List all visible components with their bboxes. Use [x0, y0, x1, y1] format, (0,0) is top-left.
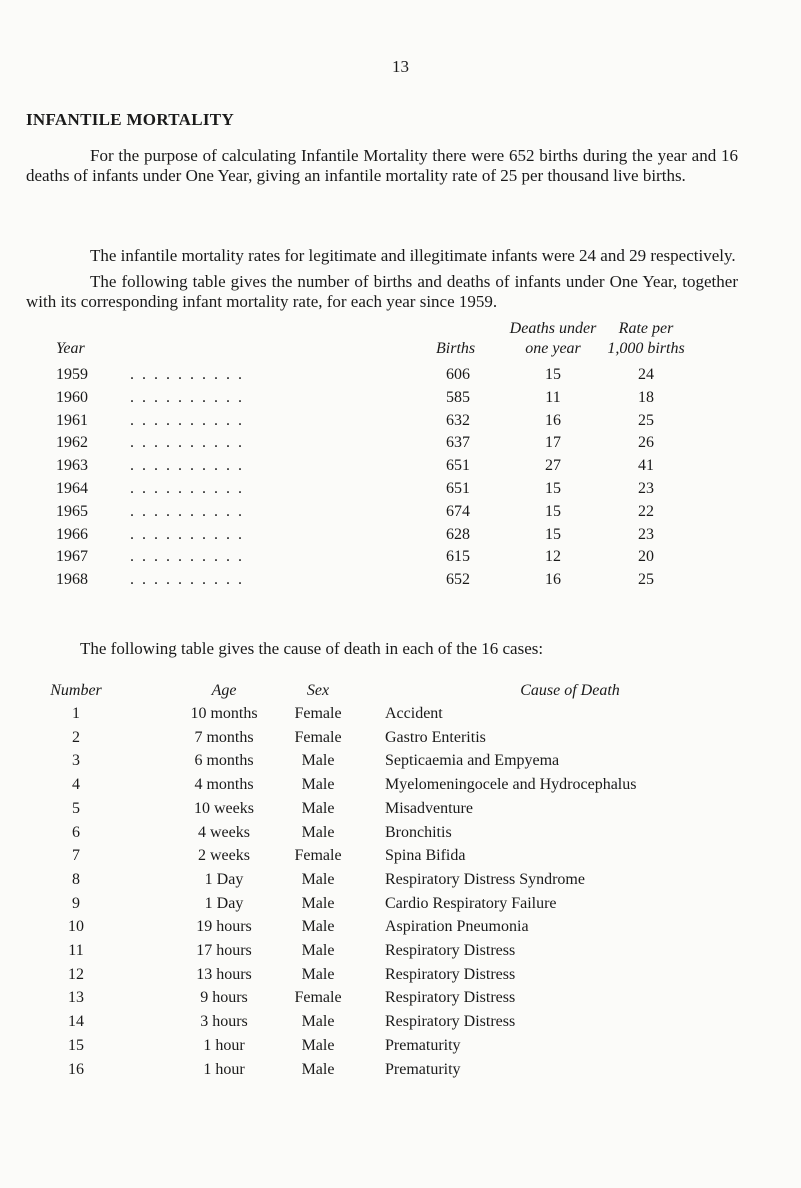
rate-cell: 23 — [638, 525, 654, 543]
paragraph-text: For the purpose of calculating Infantile Mortality there were 652 births during the year and 16 deaths of infants under One Year, giving an infantile mortality rate of 25 per thousand live births. — [26, 146, 738, 185]
deaths-cell: 27 — [545, 457, 561, 475]
rate-cell: 25 — [638, 571, 654, 589]
paragraph-legitimacy-rates — [26, 246, 738, 266]
sex-cell: Male — [301, 894, 335, 912]
table-row — [0, 503, 801, 525]
sex-cell: Female — [294, 847, 342, 865]
births-cell: 652 — [446, 571, 470, 589]
number-cell: 9 — [72, 894, 80, 912]
cause-cell: Accident — [385, 705, 443, 722]
table-row — [0, 824, 801, 848]
age-cell: 4 months — [194, 776, 254, 794]
leader-dots: . . . . . . . . . . — [130, 411, 244, 429]
sex-cell: Male — [301, 1036, 335, 1054]
age-cell: 1 hour — [203, 1060, 245, 1078]
table-row — [0, 729, 801, 753]
paragraph-mortality-summary — [26, 146, 738, 186]
table-row — [0, 918, 801, 942]
table-row — [0, 571, 801, 593]
paragraph-text: The following table gives the number of births and deaths of infants under One Year, together with its corresponding infant mortality rate, for each year since 1959. — [26, 272, 738, 311]
header-births: Births — [436, 340, 476, 357]
cause-table-intro: The following table gives the cause of death in each of the 16 cases: — [80, 639, 544, 658]
leader-dots: . . . . . . . . . . — [130, 457, 244, 475]
sex-cell: Female — [294, 728, 342, 746]
sex-cell: Male — [301, 1060, 335, 1078]
year-cell: 1967 — [56, 548, 88, 566]
number-cell: 15 — [68, 1036, 84, 1054]
table-row — [0, 1037, 801, 1061]
age-cell: 1 Day — [204, 894, 244, 912]
rate-cell: 18 — [638, 388, 654, 406]
leader-dots: . . . . . . . . . . — [130, 571, 244, 589]
year-cell: 1963 — [56, 457, 88, 475]
age-cell: 10 months — [190, 705, 258, 722]
leader-dots: . . . . . . . . . . — [130, 480, 244, 497]
age-cell: 6 months — [194, 752, 254, 770]
header-rate-line1: Rate per — [618, 320, 674, 337]
year-cell: 1968 — [56, 571, 88, 589]
leader-dots: . . . . . . . . . . — [130, 388, 244, 406]
sex-cell: Male — [301, 965, 335, 983]
sex-cell: Male — [301, 918, 335, 936]
year-cell: 1966 — [56, 525, 88, 543]
number-cell: 8 — [72, 870, 80, 888]
cause-cell: Gastro Enteritis — [385, 728, 486, 746]
number-cell: 2 — [72, 728, 80, 746]
rate-cell: 25 — [638, 411, 654, 429]
cause-cell: Respiratory Distress — [385, 942, 516, 959]
age-cell: 1 Day — [204, 870, 244, 888]
number-cell: 14 — [68, 1013, 84, 1031]
table-row — [0, 548, 801, 570]
sex-cell: Male — [301, 752, 335, 770]
rate-cell: 41 — [638, 457, 654, 475]
cause-cell: Respiratory Distress — [385, 965, 516, 983]
age-cell: 13 hours — [196, 965, 252, 983]
table-row — [0, 412, 801, 434]
table-row — [0, 847, 801, 871]
age-cell: 9 hours — [200, 989, 248, 1007]
leader-dots: . . . . . . . . . . — [130, 548, 244, 566]
births-cell: 674 — [446, 502, 470, 520]
table-row — [0, 776, 801, 800]
cause-cell: Cardio Respiratory Failure — [385, 894, 557, 912]
cause-cell: Bronchitis — [385, 823, 452, 841]
table-row — [0, 434, 801, 456]
sex-cell: Male — [301, 799, 335, 817]
births-cell: 606 — [446, 366, 470, 383]
number-cell: 3 — [72, 752, 80, 770]
table-row — [0, 800, 801, 824]
deaths-cell: 16 — [545, 411, 561, 429]
year-cell: 1965 — [56, 502, 88, 520]
table-row — [0, 942, 801, 966]
header-age: Age — [211, 682, 237, 699]
paragraph-text: The infantile mortality rates for legitimate and illegitimate infants were 24 and 29 respectively. — [90, 246, 736, 265]
age-cell: 10 weeks — [194, 799, 254, 817]
year-cell: 1964 — [56, 480, 88, 497]
year-cell: 1959 — [56, 366, 88, 383]
header-deaths-line2: one year — [525, 340, 581, 357]
sex-cell: Male — [301, 1013, 335, 1031]
leader-dots: . . . . . . . . . . — [130, 366, 244, 383]
births-cell: 628 — [446, 525, 470, 543]
number-cell: 7 — [72, 847, 80, 865]
births-cell: 651 — [446, 457, 470, 475]
table-row — [0, 480, 801, 502]
cause-cell: Myelomeningocele and Hydrocephalus — [385, 776, 637, 794]
deaths-cell: 12 — [545, 548, 561, 566]
table-row — [0, 526, 801, 548]
cause-cell: Aspiration Pneumonia — [385, 918, 529, 936]
table-row — [0, 366, 801, 388]
age-cell: 4 weeks — [198, 823, 250, 841]
table-row — [0, 895, 801, 919]
table-row — [0, 1013, 801, 1037]
table-row — [0, 705, 801, 729]
sex-cell: Male — [301, 942, 335, 959]
deaths-cell: 16 — [545, 571, 561, 589]
year-cell: 1962 — [56, 434, 88, 452]
cause-cell: Misadventure — [385, 799, 473, 817]
number-cell: 5 — [72, 799, 80, 817]
age-cell: 7 months — [194, 728, 254, 746]
number-cell: 6 — [72, 823, 80, 841]
rate-cell: 20 — [638, 548, 654, 566]
cause-cell: Prematurity — [385, 1036, 461, 1054]
deaths-cell: 15 — [545, 502, 561, 520]
deaths-cell: 11 — [545, 388, 561, 406]
page-number: 13 — [392, 57, 409, 76]
rate-cell: 23 — [638, 480, 654, 497]
number-cell: 4 — [72, 776, 80, 794]
sex-cell: Female — [294, 989, 342, 1007]
number-cell: 11 — [68, 942, 84, 959]
paragraph-table-intro — [26, 272, 738, 312]
table-row — [0, 752, 801, 776]
header-rate-line2: 1,000 births — [607, 340, 685, 357]
number-cell: 1 — [72, 705, 80, 722]
header-number: Number — [50, 682, 102, 699]
cause-cell: Prematurity — [385, 1060, 461, 1078]
leader-dots: . . . . . . . . . . — [130, 434, 244, 452]
deaths-cell: 15 — [545, 366, 561, 383]
rate-cell: 22 — [638, 502, 654, 520]
header-year: Year — [56, 340, 85, 357]
table-row — [0, 1061, 801, 1085]
age-cell: 17 hours — [196, 942, 252, 959]
number-cell: 12 — [68, 965, 84, 983]
age-cell: 3 hours — [200, 1013, 248, 1031]
cause-cell: Respiratory Distress Syndrome — [385, 870, 585, 888]
births-cell: 651 — [446, 480, 470, 497]
table-row — [0, 871, 801, 895]
sex-cell: Male — [301, 776, 335, 794]
header-deaths-line1: Deaths under — [509, 320, 597, 337]
table-row — [0, 966, 801, 990]
leader-dots: . . . . . . . . . . — [130, 525, 244, 543]
cause-cell: Respiratory Distress — [385, 989, 516, 1007]
births-cell: 615 — [446, 548, 470, 566]
year-cell: 1960 — [56, 388, 88, 406]
sex-cell: Male — [301, 823, 335, 841]
header-cause: Cause of Death — [520, 682, 620, 699]
births-cell: 637 — [446, 434, 470, 452]
sex-cell: Male — [301, 870, 335, 888]
deaths-cell: 15 — [545, 480, 561, 497]
rate-cell: 24 — [638, 366, 654, 383]
number-cell: 13 — [68, 989, 84, 1007]
year-cell: 1961 — [56, 411, 88, 429]
rate-cell: 26 — [638, 434, 654, 452]
number-cell: 16 — [68, 1060, 84, 1078]
cause-cell: Septicaemia and Empyema — [385, 752, 560, 770]
age-cell: 2 weeks — [198, 847, 250, 865]
cause-cell: Respiratory Distress — [385, 1013, 516, 1031]
births-cell: 632 — [446, 411, 470, 429]
table-row — [0, 457, 801, 479]
table-row — [0, 389, 801, 411]
births-cell: 585 — [446, 388, 470, 406]
table-row — [0, 989, 801, 1013]
deaths-cell: 17 — [545, 434, 561, 452]
cause-cell: Spina Bifida — [385, 847, 466, 865]
age-cell: 1 hour — [203, 1036, 245, 1054]
age-cell: 19 hours — [196, 918, 252, 936]
deaths-cell: 15 — [545, 525, 561, 543]
sex-cell: Female — [294, 705, 342, 722]
number-cell: 10 — [68, 918, 84, 936]
header-sex: Sex — [306, 682, 330, 699]
section-heading: INFANTILE MORTALITY — [26, 110, 235, 129]
leader-dots: . . . . . . . . . . — [130, 502, 244, 520]
